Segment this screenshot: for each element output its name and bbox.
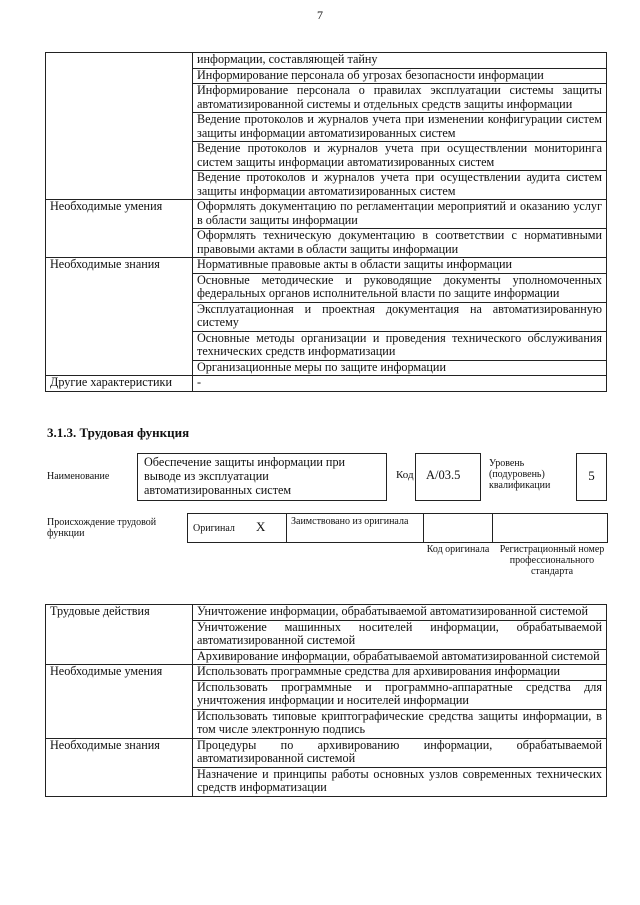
table-cell: Использовать программные и программно-аппаратные средства для уничтожения информации и носителей информации	[193, 680, 607, 709]
table-cell: Уничтожение машинных носителей информации, обрабатываемой автоматизированной системой	[193, 620, 607, 649]
table-row	[46, 53, 607, 69]
section-title: 3.1.3. Трудовая функция	[47, 425, 190, 440]
table-cell: Ведение протоколов и журналов учета при осуществлении аудита систем защиты информации автоматизированных систем	[193, 171, 607, 200]
table-cell: Оформлять техническую документацию в соответствии с нормативными правовыми актами в области защиты информации	[193, 229, 607, 258]
borrowed-label: Заимствовано из оригинала	[291, 516, 409, 527]
table-cell: Архивирование информации, обрабатываемой автоматизированной системой	[193, 649, 607, 665]
table-cell: Оформлять документацию по регламентации мероприятий и оказанию услуг в области защиты информации	[193, 200, 607, 229]
row-group-label: Необходимые знания	[46, 258, 193, 376]
labor-functions-table-continued	[45, 52, 607, 392]
level-value: 5	[588, 468, 595, 483]
function-name-value: Обеспечение защиты информации при выводе из эксплуатации автоматизированных систем	[144, 455, 346, 497]
row-group-label: Другие характеристики	[46, 376, 193, 392]
table-row	[46, 376, 607, 392]
table-cell: -	[193, 376, 607, 392]
origin-divider-2	[423, 513, 424, 543]
code-original-caption: Код оригинала	[426, 544, 490, 555]
table-cell: Организационные меры по защите информации	[193, 360, 607, 376]
table-cell: Ведение протоколов и журналов учета при изменении конфигурации систем защиты информации автоматизированных систем	[193, 113, 607, 142]
origin-divider-1	[286, 513, 287, 543]
table-cell: Основные методические и руководящие документы уполномоченных федеральных органов исполнительной власти по защите информации	[193, 273, 607, 302]
row-group-label: Трудовые действия	[46, 605, 193, 665]
table-cell: Информирование персонала об угрозах безопасности информации	[193, 68, 607, 84]
reg-number-caption: Регистрационный номер профессионального стандарта	[499, 544, 605, 577]
table-cell: Эксплуатационная и проектная документация на автоматизированную систему	[193, 302, 607, 331]
row-group-label: Необходимые умения	[46, 665, 193, 739]
origin-divider-3	[492, 513, 493, 543]
table-cell: Использовать программные средства для архивирования информации	[193, 665, 607, 681]
code-label: Код	[396, 469, 414, 481]
table-row	[46, 665, 607, 681]
original-label: Оригинал	[193, 523, 235, 534]
table-row	[46, 258, 607, 274]
table-cell: информации, составляющей тайну	[193, 53, 607, 69]
level-box	[576, 453, 607, 501]
table-cell: Использовать типовые криптографические средства защиты информации, в том числе электронную подпись	[193, 709, 607, 738]
table-cell: Основные методы организации и проведения технического обслуживания технических средств информатизации	[193, 331, 607, 360]
table-row	[46, 200, 607, 229]
code-box	[415, 453, 481, 501]
page-number: 7	[317, 8, 323, 22]
table-row	[46, 605, 607, 621]
origin-label: Происхождение трудовой функции	[47, 517, 157, 539]
table-cell: Нормативные правовые акты в области защиты информации	[193, 258, 607, 274]
table-cell: Информирование персонала о правилах эксплуатации системы защиты автоматизированной системы и отдельных средств защиты информации	[193, 84, 607, 113]
table-row	[46, 738, 607, 767]
table-cell: Ведение протоколов и журналов учета при осуществлении мониторинга систем защиты информации автоматизированных систем	[193, 142, 607, 171]
function-name-box	[137, 453, 387, 501]
labor-function-table	[45, 604, 607, 797]
code-value: A/03.5	[426, 468, 461, 482]
name-label: Наименование	[47, 471, 110, 482]
row-group-label	[46, 53, 193, 200]
row-group-label: Необходимые умения	[46, 200, 193, 258]
table-cell: Процедуры по архивированию информации, обрабатываемой автоматизированной системой	[193, 738, 607, 767]
original-mark: X	[256, 519, 266, 534]
level-label: Уровень (подуровень) квалификации	[489, 458, 551, 491]
row-group-label: Необходимые знания	[46, 738, 193, 796]
table-cell: Уничтожение информации, обрабатываемой автоматизированной системой	[193, 605, 607, 621]
table-cell: Назначение и принципы работы основных узлов современных технических средств информатизации	[193, 767, 607, 796]
